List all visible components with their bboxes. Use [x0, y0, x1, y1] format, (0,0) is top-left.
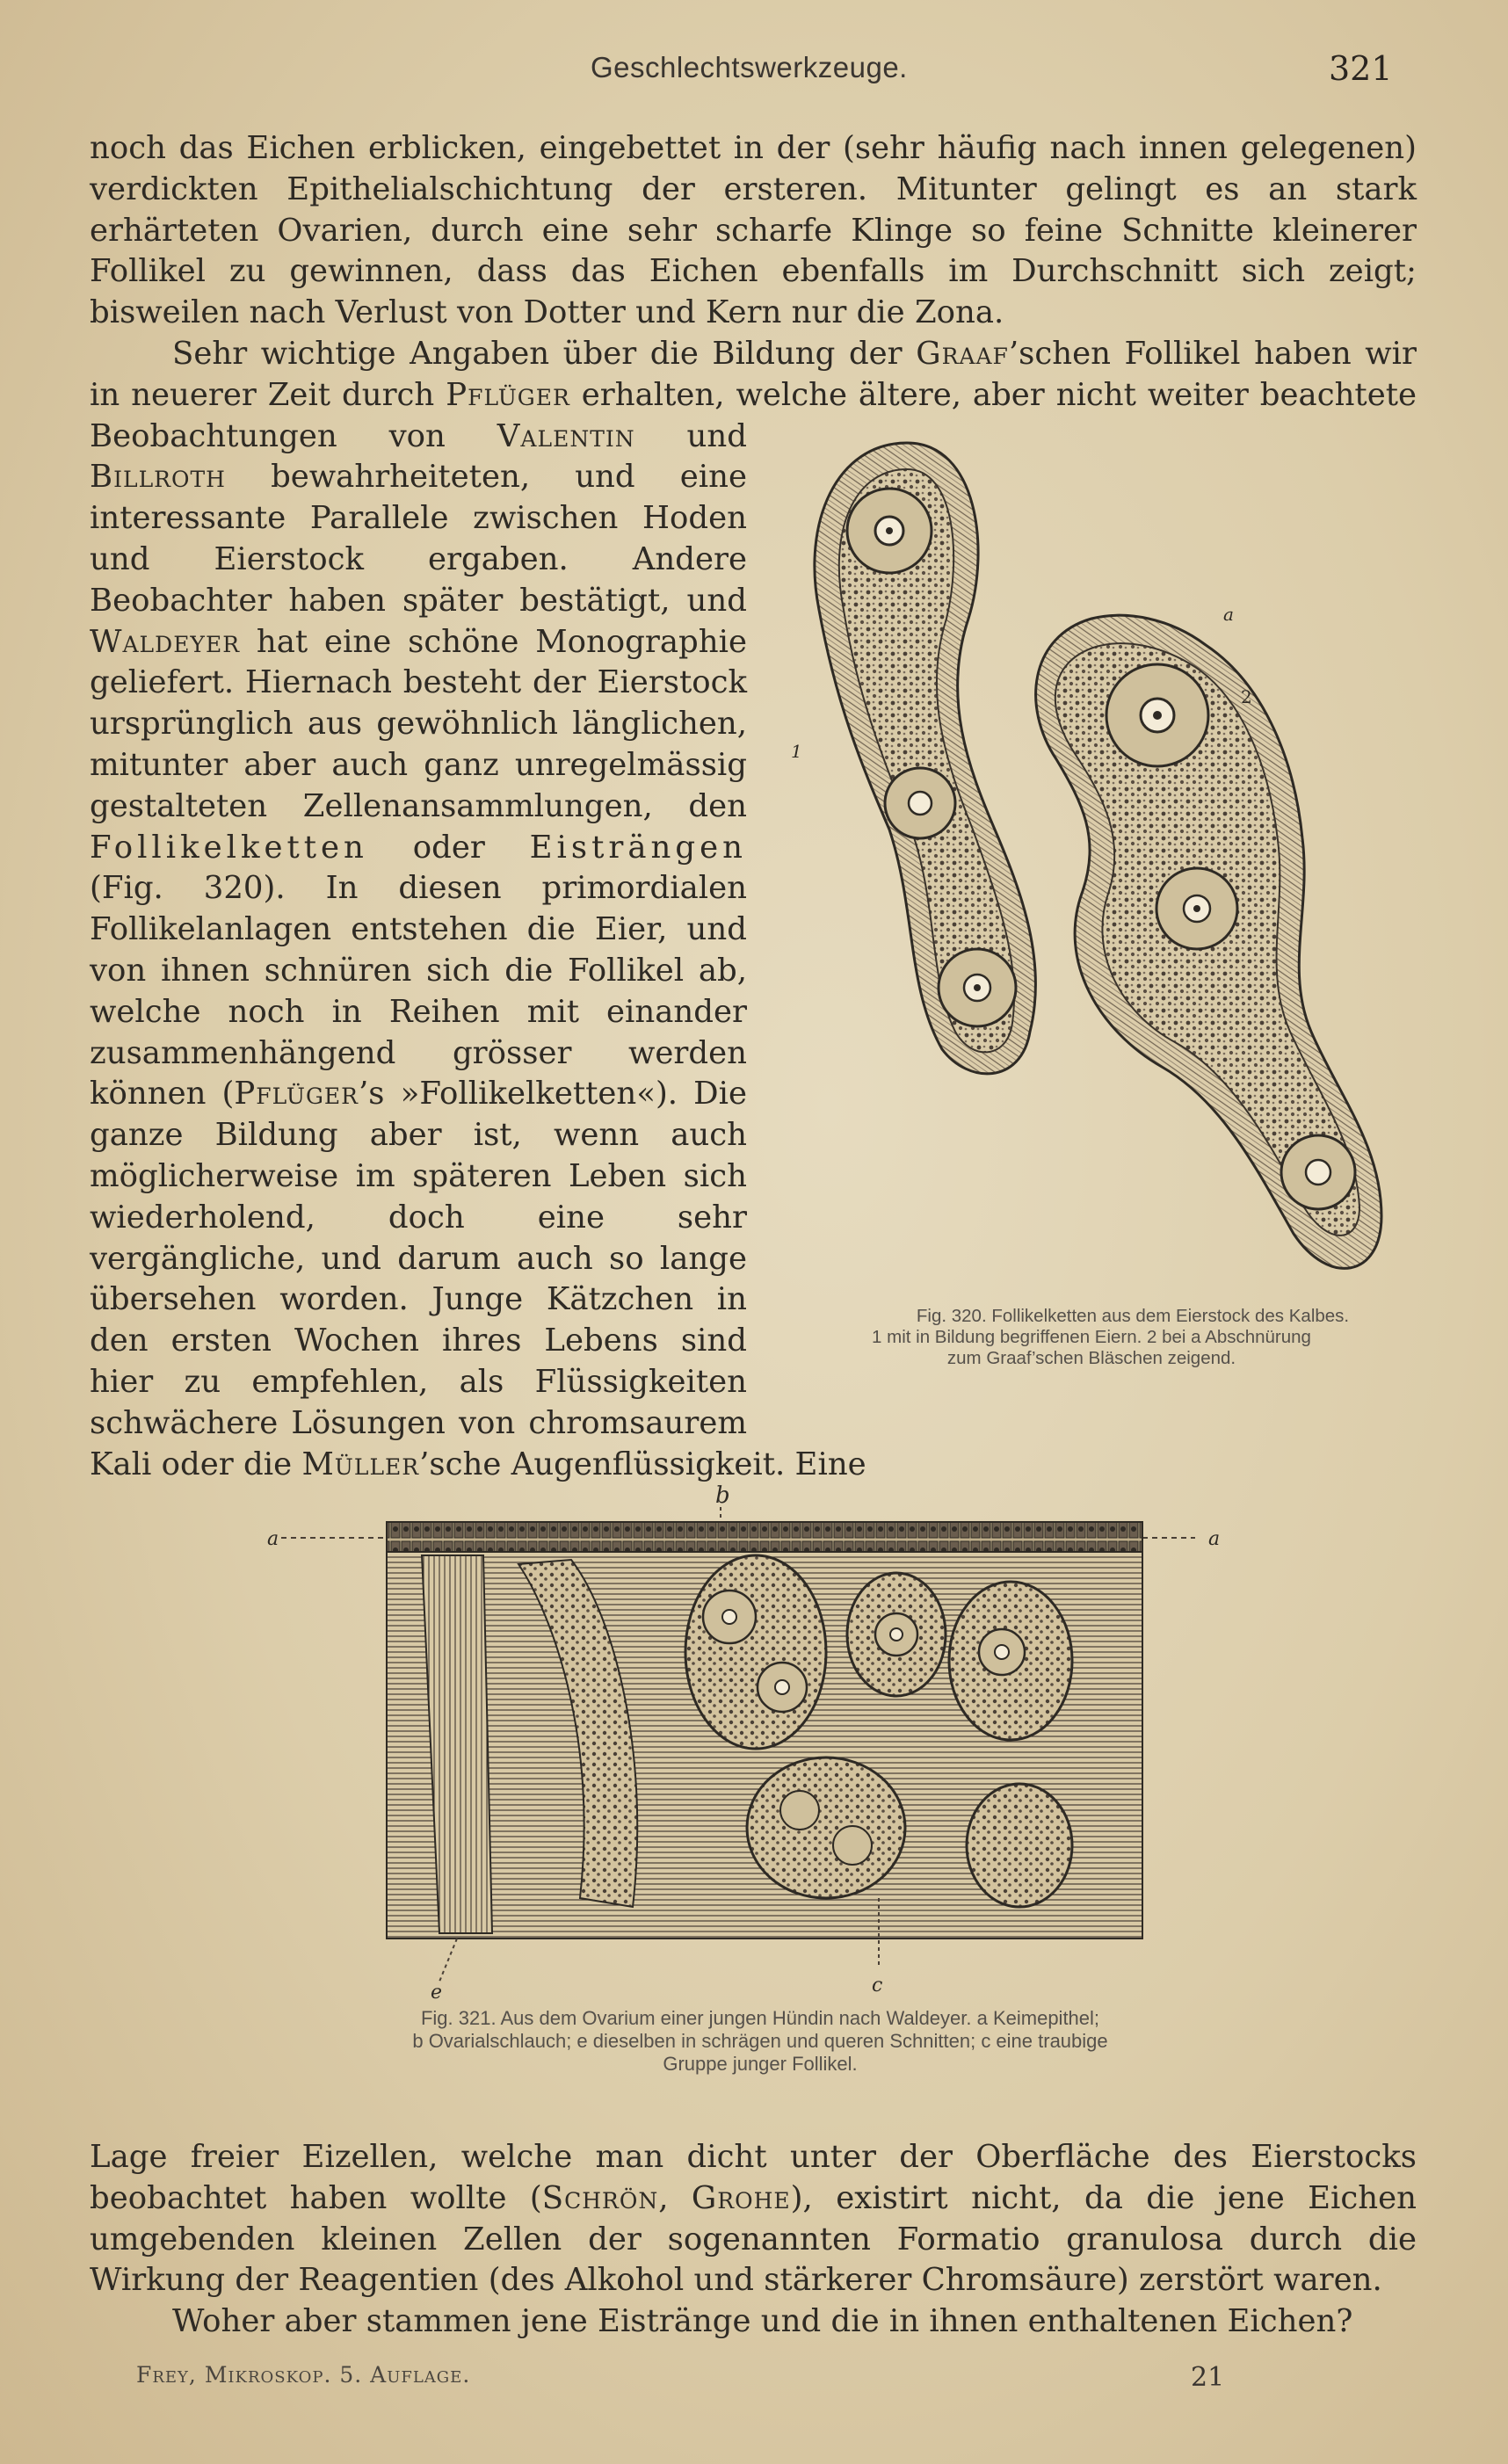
paragraph-3: Lage freier Eizellen, welche man dicht unter der Oberfläche des Eierstocks beobachtet haben wollte (Schrön, Grohe), existirt nicht, da die jene Eichen umgebenden kleinen Zellen der sogenannten Formatio granulosa durch die Wirkung der Reagentien (des Alkohol und stärkerer Chromsäure) zerstört waren. — [90, 2139, 1417, 2299]
running-title: Geschlechtswerkzeuge. — [591, 51, 908, 83]
chain-2 — [1036, 615, 1381, 1268]
label-2: 2 — [1241, 685, 1252, 707]
follicle-chain-illustration — [766, 417, 1417, 1304]
signature-mark: 21 — [1191, 2362, 1225, 2393]
label-b: b — [715, 1482, 730, 1509]
author-pflueger: Pflüger — [446, 376, 570, 413]
label-e: e — [431, 1982, 443, 2004]
label-a-right: a — [1208, 1528, 1221, 1550]
paragraph-1: noch das Eichen erblicken, eingebettet in der (sehr häufig nach innen gelegenen) verdickten Epithelialschichtung der ersteren. Mitunter gelingt es an stark erhärteten Ovarien, durch eine sehr scharfe Klinge so feine Schnitte kleinerer Follikel zu gewinnen, dass das Eichen ebenfalls im Durchschnitt sich zeigt; bisweilen nach Verlust von Dotter und Kern nur die Zona. — [90, 130, 1417, 331]
germinal-epithelium — [387, 1522, 1142, 1552]
paragraph-4: Woher aber stammen jene Eistränge und die in ihnen enthaltenen Eichen? — [172, 2303, 1353, 2340]
author-grohe: Grohe — [691, 2179, 791, 2216]
running-head — [0, 51, 1508, 90]
label-a: a — [1223, 603, 1234, 625]
author-waldeyer: Waldeyer — [90, 623, 241, 660]
paragraph-2: Sehr wichtige Angaben über die Bildung der Graaf’schen Follikel haben wir in neuerer Zeit durch Pflüger erhalten, welche ältere, aber nicht weiter beachtete Beobachtungen von a 1 2 Fig. 320. Follikelketten aus dem Eierstock des Kalbes. 1 mit in Bildung begriffenen Eiern. 2 bei a Abschnürung zum Graaf’schen Bläschen zeigend. Valentin und Billroth bewahrheiteten, und eine interessante Parallele zwischen Hoden und Eierstock ergaben. Andere Beobachter haben später bestätigt, und Waldeyer hat eine schöne Monographie geliefert. Hiernach besteht der Eierstock ursprünglich aus gewöhnlich länglichen, mitunter aber auch ganz unregelmässig gestalteten Zellenansammlungen, den Follikelketten oder Eisträngen (Fig. 320). In diesen primordialen Follikelanlagen entstehen die Eier, und von ihnen schnüren sich die Follikel ab, welche noch in Reihen mit einander zusammenhängend grösser werden können (Pflüger’s »Follikelketten«). Die ganze Bildung aber ist, wenn auch möglicherweise im späteren Leben sich wiederholend, doch eine sehr vergängliche, und darum auch so lange übersehen worden. Junge Kätzchen in den ersten Wochen ihres Lebens sind hier zu empfehlen, als Flüssigkeiten schwächere Lösungen von chromsaurem Kali oder die Müller’sche Augenflüssigkeit. Eine — [90, 335, 1417, 1482]
term-eistraengen: Eisträngen — [529, 829, 747, 866]
label-1: 1 — [791, 740, 802, 762]
footer-bibliographic-note: Frey, Mikroskop. 5. Auflage. — [136, 2362, 471, 2388]
label-c: c — [872, 1975, 883, 1997]
figure-321-caption: Fig. 321. Aus dem Ovarium einer jungen Hündin nach Waldeyer. a Keimepithel; b Ovarialschlauch; e dieselben in schrägen und queren Schnitten; c eine traubige Gruppe junger Follikel. — [412, 2007, 1108, 2075]
author-schroen: Schrön — [541, 2179, 659, 2216]
figure-321 — [264, 1476, 1257, 2076]
main-text — [90, 128, 1417, 1485]
figure-320 — [766, 417, 1417, 1410]
author-mueller: Müller — [301, 1446, 420, 1482]
ovary-section-illustration — [264, 1476, 1257, 2004]
author-pflueger-2: Pflüger — [234, 1076, 359, 1112]
author-valentin: Valentin — [497, 417, 635, 454]
continued-text — [90, 2137, 1417, 2343]
label-a-left: a — [267, 1528, 279, 1550]
chain-1 — [815, 443, 1036, 1074]
figure-320-caption: Fig. 320. Follikelketten aus dem Eierstock des Kalbes. 1 mit in Bildung begriffenen Eiern. 2 bei a Abschnürung zum Graaf’schen Bläschen zeigend. — [872, 1305, 1350, 1368]
page-number: 321 — [1329, 49, 1393, 88]
follicle-cluster — [747, 1757, 905, 1898]
author-billroth: Billroth — [90, 459, 226, 496]
author-graaf: Graaf — [916, 335, 1009, 372]
term-follikelketten: Follikelketten — [90, 829, 368, 866]
footer — [0, 2362, 1508, 2397]
